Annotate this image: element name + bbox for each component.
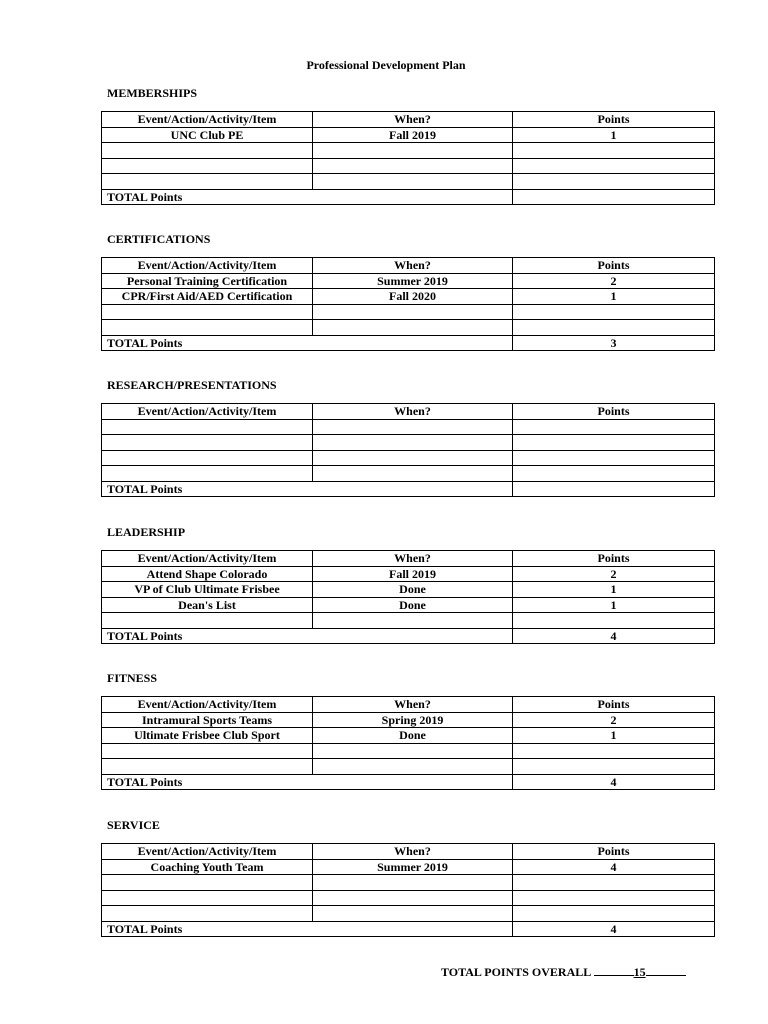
header-item: Event/Action/Activity/Item bbox=[102, 844, 313, 860]
total-points-overall bbox=[441, 963, 686, 980]
header-when: When? bbox=[313, 551, 513, 567]
when-cell: Spring 2019 bbox=[313, 712, 513, 728]
header-item: Event/Action/Activity/Item bbox=[102, 112, 313, 128]
total-row bbox=[102, 921, 715, 937]
points-cell bbox=[513, 906, 715, 922]
table-row bbox=[102, 320, 715, 336]
points-cell: 1 bbox=[513, 597, 715, 613]
total-row bbox=[102, 481, 715, 497]
section-heading: SERVICE bbox=[107, 818, 160, 832]
header-when: When? bbox=[313, 112, 513, 128]
when-cell: Fall 2020 bbox=[313, 289, 513, 305]
when-cell: Done bbox=[313, 597, 513, 613]
section-heading: FITNESS bbox=[107, 671, 158, 685]
item-cell bbox=[102, 435, 313, 451]
header-when: When? bbox=[313, 404, 513, 420]
total-value bbox=[513, 189, 715, 205]
table-header-row bbox=[102, 404, 715, 420]
when-cell bbox=[313, 613, 513, 629]
points-cell bbox=[513, 613, 715, 629]
item-cell bbox=[102, 143, 313, 159]
item-cell: UNC Club PE bbox=[102, 127, 313, 143]
header-item: Event/Action/Activity/Item bbox=[102, 258, 313, 274]
header-when: When? bbox=[313, 258, 513, 274]
table-row bbox=[102, 450, 715, 466]
header-points: Points bbox=[513, 551, 715, 567]
table-row bbox=[102, 419, 715, 435]
item-cell bbox=[102, 743, 313, 759]
when-cell bbox=[313, 759, 513, 775]
header-points: Points bbox=[513, 404, 715, 420]
table-row bbox=[102, 875, 715, 891]
table-row bbox=[102, 728, 715, 744]
points-cell bbox=[513, 174, 715, 190]
table-row bbox=[102, 859, 715, 875]
total-value: 3 bbox=[513, 335, 715, 351]
item-cell bbox=[102, 613, 313, 629]
when-cell bbox=[313, 158, 513, 174]
total-label: TOTAL Points bbox=[102, 628, 513, 644]
when-cell: Fall 2019 bbox=[313, 127, 513, 143]
total-value bbox=[513, 481, 715, 497]
section-table bbox=[101, 843, 715, 937]
when-cell bbox=[313, 419, 513, 435]
item-cell bbox=[102, 174, 313, 190]
table-row bbox=[102, 890, 715, 906]
item-cell: Attend Shape Colorado bbox=[102, 566, 313, 582]
total-value: 4 bbox=[513, 921, 715, 937]
points-cell: 1 bbox=[513, 289, 715, 305]
section-heading: RESEARCH/PRESENTATIONS bbox=[107, 378, 277, 392]
points-cell: 1 bbox=[513, 582, 715, 598]
table-row bbox=[102, 597, 715, 613]
total-value: 4 bbox=[513, 628, 715, 644]
points-cell: 4 bbox=[513, 859, 715, 875]
table-row bbox=[102, 712, 715, 728]
section-table bbox=[101, 550, 715, 644]
item-cell bbox=[102, 466, 313, 482]
header-points: Points bbox=[513, 697, 715, 713]
points-cell: 2 bbox=[513, 273, 715, 289]
table-row bbox=[102, 158, 715, 174]
table-row bbox=[102, 174, 715, 190]
points-cell bbox=[513, 419, 715, 435]
table-header-row bbox=[102, 112, 715, 128]
table-header-row bbox=[102, 551, 715, 567]
total-value: 4 bbox=[513, 774, 715, 790]
when-cell bbox=[313, 143, 513, 159]
item-cell bbox=[102, 906, 313, 922]
section-table bbox=[101, 111, 715, 205]
total-row bbox=[102, 189, 715, 205]
when-cell: Done bbox=[313, 728, 513, 744]
section-table bbox=[101, 403, 715, 497]
points-cell bbox=[513, 743, 715, 759]
when-cell: Fall 2019 bbox=[313, 566, 513, 582]
when-cell: Summer 2019 bbox=[313, 859, 513, 875]
table-row bbox=[102, 127, 715, 143]
section-table bbox=[101, 696, 715, 790]
total-points-overall-label: TOTAL POINTS OVERALL bbox=[441, 965, 591, 979]
item-cell bbox=[102, 419, 313, 435]
item-cell bbox=[102, 890, 313, 906]
total-label: TOTAL Points bbox=[102, 774, 513, 790]
table-row bbox=[102, 304, 715, 320]
item-cell: Coaching Youth Team bbox=[102, 859, 313, 875]
points-cell: 1 bbox=[513, 728, 715, 744]
total-label: TOTAL Points bbox=[102, 335, 513, 351]
points-cell bbox=[513, 158, 715, 174]
points-cell bbox=[513, 875, 715, 891]
page-title: Professional Development Plan bbox=[306, 58, 466, 72]
points-cell bbox=[513, 450, 715, 466]
table-header-row bbox=[102, 258, 715, 274]
when-cell bbox=[313, 450, 513, 466]
item-cell: VP of Club Ultimate Frisbee bbox=[102, 582, 313, 598]
item-cell: Personal Training Certification bbox=[102, 273, 313, 289]
when-cell bbox=[313, 435, 513, 451]
item-cell bbox=[102, 450, 313, 466]
when-cell: Summer 2019 bbox=[313, 273, 513, 289]
header-points: Points bbox=[513, 112, 715, 128]
when-cell: Done bbox=[313, 582, 513, 598]
total-row bbox=[102, 774, 715, 790]
table-row bbox=[102, 273, 715, 289]
table-row bbox=[102, 466, 715, 482]
total-label: TOTAL Points bbox=[102, 189, 513, 205]
header-points: Points bbox=[513, 258, 715, 274]
total-label: TOTAL Points bbox=[102, 921, 513, 937]
underline-blank bbox=[646, 963, 686, 976]
header-when: When? bbox=[313, 844, 513, 860]
item-cell bbox=[102, 875, 313, 891]
item-cell bbox=[102, 759, 313, 775]
when-cell bbox=[313, 320, 513, 336]
item-cell: CPR/First Aid/AED Certification bbox=[102, 289, 313, 305]
item-cell: Intramural Sports Teams bbox=[102, 712, 313, 728]
when-cell bbox=[313, 890, 513, 906]
table-row bbox=[102, 759, 715, 775]
item-cell: Dean's List bbox=[102, 597, 313, 613]
points-cell bbox=[513, 304, 715, 320]
points-cell bbox=[513, 143, 715, 159]
header-points: Points bbox=[513, 844, 715, 860]
section-heading: MEMBERSHIPS bbox=[107, 86, 198, 100]
points-cell bbox=[513, 435, 715, 451]
when-cell bbox=[313, 875, 513, 891]
table-row bbox=[102, 743, 715, 759]
header-item: Event/Action/Activity/Item bbox=[102, 697, 313, 713]
total-row bbox=[102, 335, 715, 351]
item-cell: Ultimate Frisbee Club Sport bbox=[102, 728, 313, 744]
header-item: Event/Action/Activity/Item bbox=[102, 551, 313, 567]
item-cell bbox=[102, 158, 313, 174]
points-cell bbox=[513, 320, 715, 336]
when-cell bbox=[313, 743, 513, 759]
table-header-row bbox=[102, 697, 715, 713]
section-heading: CERTIFICATIONS bbox=[107, 232, 211, 246]
table-row bbox=[102, 582, 715, 598]
header-when: When? bbox=[313, 697, 513, 713]
points-cell bbox=[513, 759, 715, 775]
when-cell bbox=[313, 466, 513, 482]
points-cell bbox=[513, 466, 715, 482]
section-table bbox=[101, 257, 715, 351]
points-cell bbox=[513, 890, 715, 906]
table-row bbox=[102, 435, 715, 451]
section-heading: LEADERSHIP bbox=[107, 525, 186, 539]
table-row bbox=[102, 143, 715, 159]
when-cell bbox=[313, 906, 513, 922]
total-row bbox=[102, 628, 715, 644]
item-cell bbox=[102, 304, 313, 320]
table-row bbox=[102, 906, 715, 922]
points-cell: 2 bbox=[513, 712, 715, 728]
header-item: Event/Action/Activity/Item bbox=[102, 404, 313, 420]
item-cell bbox=[102, 320, 313, 336]
table-row bbox=[102, 613, 715, 629]
table-row bbox=[102, 566, 715, 582]
points-cell: 1 bbox=[513, 127, 715, 143]
points-cell: 2 bbox=[513, 566, 715, 582]
total-label: TOTAL Points bbox=[102, 481, 513, 497]
underline-blank bbox=[594, 963, 634, 976]
total-points-overall-value: 15 bbox=[633, 965, 646, 979]
table-header-row bbox=[102, 844, 715, 860]
when-cell bbox=[313, 304, 513, 320]
table-row bbox=[102, 289, 715, 305]
when-cell bbox=[313, 174, 513, 190]
